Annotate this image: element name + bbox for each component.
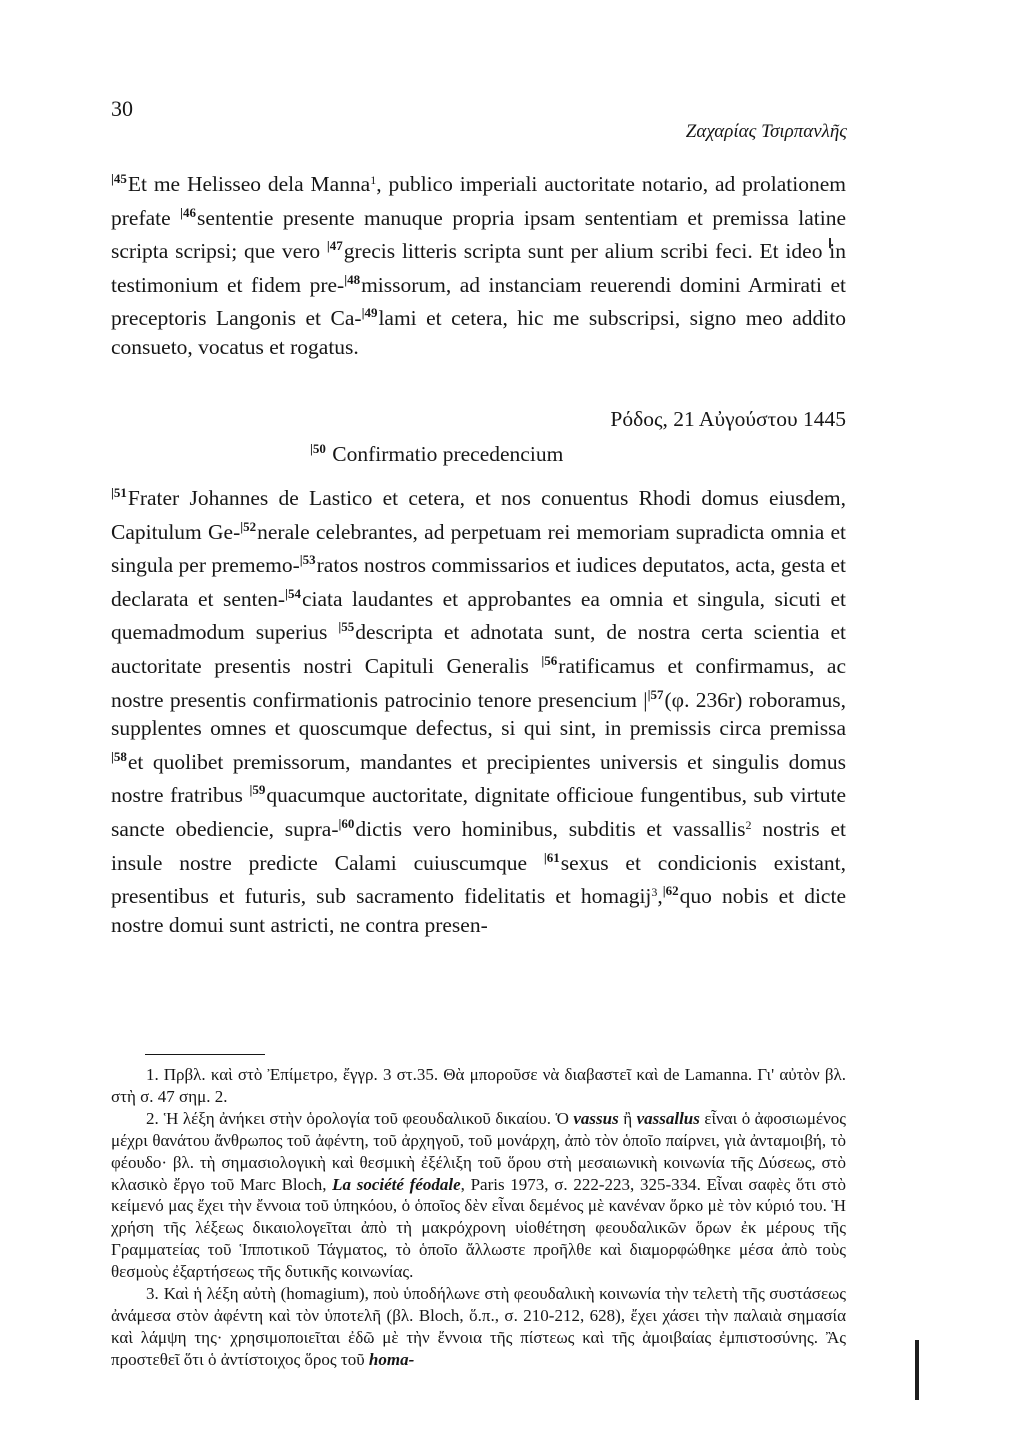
footnote-2 <box>111 1108 846 1283</box>
footnote-text: vassallus <box>636 1108 700 1128</box>
footnote-number: 1. <box>146 1065 159 1084</box>
footnote-text: La société féodale <box>332 1174 461 1194</box>
line-marker: |54 <box>285 585 301 601</box>
text-run: ciata laudantes et approbantes ea omnia et singula, sicuti et quemadmodum superius <box>111 586 846 645</box>
footnote-text: homa- <box>368 1349 415 1369</box>
footnote-text: Ἡ λέξη ἀνήκει στὴν ὁρολογία τοῦ φεουδαλικοῦ δικαίου. Ὁ <box>163 1108 574 1128</box>
line-marker: |48 <box>344 271 361 287</box>
text-run: quacumque auctoritate, dignitate officioue fungentibus, sub virtute sancte obediencie, supra- <box>111 783 846 841</box>
footnote-text: Πρβλ. καὶ στὸ Ἐπίμετρο, ἔγγρ. 3 στ.35. Θὰ μποροῦσε νὰ διαβαστεῖ καὶ de Lamanna. Γι' αὐτὸν βλ. στὴ σ. 47 σημ. 2. <box>111 1065 846 1106</box>
text-run: quo nobis et dicte nostre domui sunt astricti, ne contra presen- <box>111 884 846 937</box>
text-run: , <box>657 884 663 909</box>
line-marker: |58 <box>111 748 127 764</box>
line-marker: |59 <box>249 782 266 798</box>
footnote-text: εἶναι ὁ ἀφοσιωμένος μέχρι θανάτου ἄνθρωπος τοῦ ἀφέντη, τοῦ ἀρχηγοῦ, τοῦ μονάρχη, ἀπὸ τὸν ὁποῖο παίρνει, γιὰ ἀνταμοιβή, τὸ φέουδο· βλ. τὴ σημασιολογικὴ καὶ θεσμικὴ ἐξέλιξη τοῦ ὅρου στὴ μεσαιωνικὴ κοινωνία τῆς Δύσεως, στὸ κλασικὸ ἔργο τοῦ Marc Bloch, <box>111 1108 846 1194</box>
text-run: ratos nostros commissarios et iudices deputatos, acta, gesta et declarata et senten- <box>111 553 846 611</box>
text-run: Et me Helisseo dela Manna <box>127 172 371 196</box>
page-number: 30 <box>111 96 133 121</box>
footnotes <box>111 1054 846 1371</box>
footnote-ref: 3 <box>651 885 658 900</box>
paragraph-45 <box>111 165 846 362</box>
text-run: et quolibet premissorum, mandantes et precipientes universis et singulis domus nostre fratribus <box>111 749 846 808</box>
line-marker: |49 <box>361 305 378 321</box>
footnote-text: Καὶ ἡ λέξη αὐτὴ (homagium), ποὺ ὑποδήλωνε στὴ φεουδαλικὴ κοινωνία τὴν τελετὴ τῆς συστάσεως ἀνάμεσα στὸν ἀφέντη καὶ τὸν ὑποτελῆ (βλ. Bloch, ὅ.π., σ. 210-212, 628), ἔχει χάσει τὴν παλαιὰ σημασία καὶ λάμψη της· χρησιμοποιεῖται ἐδῶ μὲ τὴν ἔννοια τῆς πίστεως καὶ τῆς ἀμοιβαίας ἐμπιστοσύνης. Ἂς προστεθεῖ ὅτι ὁ ἀντίστοιχος ὅρος τοῦ <box>111 1284 846 1369</box>
text-run: ratificamus et confirmamus, ac nostre presentis confirmationis patrocinio tenore presencium | <box>111 653 846 712</box>
footnote-3 <box>111 1283 846 1371</box>
text-run: missorum, ad instanciam reuerendi domini Armirati et preceptoris Langonis et Ca- <box>111 272 846 331</box>
footnote-number: 3. <box>146 1284 159 1304</box>
footnote-number: 2. <box>146 1108 159 1128</box>
text-run: nerale celebrantes, ad perpetuam rei memoriam supradicta omnia et singula per prememo- <box>111 519 846 578</box>
line-marker: |52 <box>240 518 257 534</box>
section2-text <box>111 479 846 939</box>
line-marker: |62 <box>662 883 679 899</box>
heading-text: Confirmatio precedencium <box>332 442 564 466</box>
text-run: , publico imperiali auctoritate notario, ad prolationem prefate <box>111 172 846 230</box>
text-run: (φ. 236r) roboramus, supplentes omnes et quoscumque defectus, si qui sint, in premissis circa premissa <box>111 687 846 741</box>
date-line: Ρόδος, 21 Αὐγούστου 1445 <box>610 407 846 431</box>
text-run: lami et cetera, hic me subscripsi, signo meo addito consueto, vocatus et rogatus. <box>111 306 846 359</box>
section1-text <box>111 165 846 362</box>
footnote-ref: 1 <box>370 173 377 187</box>
text-run: descripta et adnotata sunt, de nostra certa scientia et auctoritate presentis nostri Capituli Generalis <box>111 620 846 678</box>
footnote-text: vassus <box>573 1108 619 1128</box>
line-marker: |61 <box>543 849 560 865</box>
line-marker: |56 <box>541 652 558 668</box>
text-run: nostris et insule nostre predicte Calami cuiuscumque <box>111 816 846 875</box>
footnote-text: , Paris 1973, σ. 222-223, 325-334. Εἶναι σαφὲς ὅτι στὸ κείμενό μας ἔχει τὴν ἔννοια τοῦ ὑπηκόου, ὁ ὁποῖος δὲν εἶναι δεμένος μὲ κανέναν ὅρκο μὲ τὸν κύριό του. Ἡ χρήση τῆς λέξεως δικαιολογεῖται ἀπὸ τὴ μακρόχρονη υἱοθέτηση φεουδαλικῶν ὅρων ἐκ μέρους τῆς Γραμματείας τοῦ Ἱπποτικοῦ Τάγματος, τὸ ὁποῖο ἄλλωστε προῆλθε καὶ διαμορφώθηκε μέσα ἀπὸ τοὺς θεσμοὺς ἐξαρτήσεως τῆς δυτικῆς κοινωνίας. <box>111 1174 846 1282</box>
line-marker: |53 <box>299 552 316 568</box>
footnote-ref: 2 <box>745 817 752 832</box>
line-marker: |46 <box>180 204 197 220</box>
line-marker: |55 <box>338 619 355 635</box>
text-run: Frater Johannes de Lastico et cetera, et nos conuentus Rhodi domus eiusdem, Capitulum Ge- <box>111 486 846 544</box>
line-marker: |50 <box>310 441 326 456</box>
line-marker: |47 <box>326 238 343 254</box>
text-run: grecis litteris scripta sunt per alium scribi feci. Et ideo in testimonium et fidem pre- <box>111 239 846 297</box>
paragraph-51 <box>111 479 846 939</box>
section-heading <box>310 441 563 467</box>
line-marker: |45 <box>111 171 127 186</box>
line-marker: |60 <box>338 815 355 831</box>
footnote-1 <box>111 1064 846 1108</box>
running-head: Ζαχαρίας Τσιρπανλῆς <box>685 121 847 142</box>
line-marker: |51 <box>111 485 127 500</box>
text-run: sexus et condicionis existant, presentibus et futuris, sub sacramento fidelitatis et homagij <box>111 850 847 909</box>
line-marker: |57 <box>647 686 664 702</box>
text-run: dictis vero hominibus, subditis et vassallis <box>355 816 746 841</box>
margin-mark <box>915 1340 919 1400</box>
footnote-text: ἢ <box>618 1108 637 1128</box>
text-run: sententie presente manuque propria ipsam sententiam et premissa latine scripta scripsi; que vero <box>111 205 846 264</box>
